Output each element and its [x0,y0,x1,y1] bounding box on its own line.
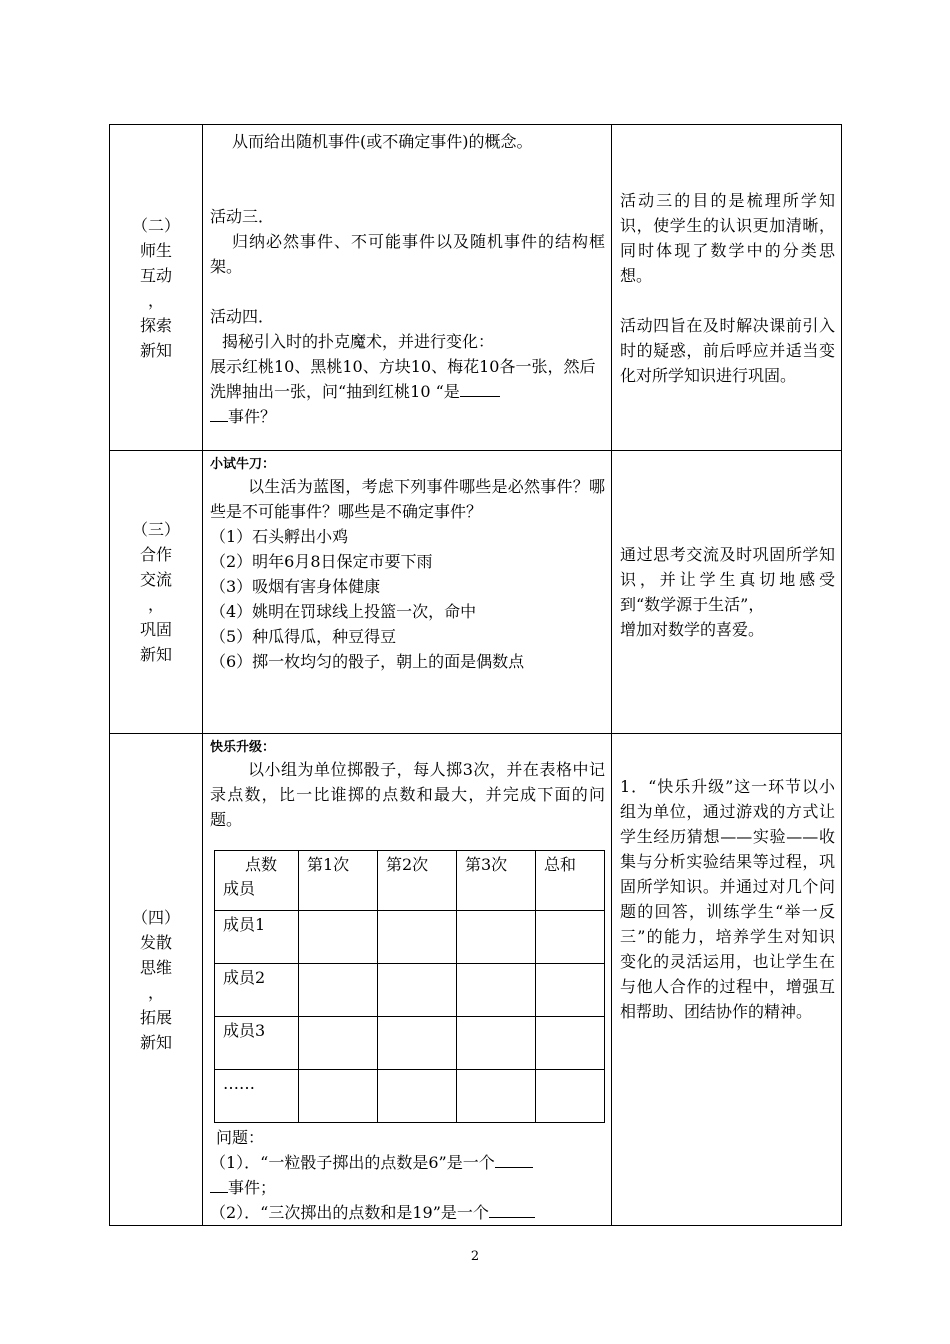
stage-label: 互动 [139,265,172,285]
stage-label: 师生 [139,240,172,260]
answer-blank [495,1150,533,1168]
list-item: （6）掷一枚均匀的骰子，朝上的面是偶数点 [210,652,525,671]
dice-record-table [214,850,605,1123]
table-cell [378,1070,457,1123]
stage-label: ， [147,290,164,310]
random-event-concept: 从而给出随机事件(或不确定事件)的概念。 [232,132,533,151]
column-header: 总和 [536,851,605,911]
list-item: （5）种瓜得瓜，种豆得豆 [210,627,397,646]
section-heading: 快乐升级： [210,740,276,755]
table-cell [378,911,457,964]
table-cell [457,1070,536,1123]
answer-blank [460,379,500,397]
content-cell [203,451,612,734]
dice-intro: 以小组为单位掷骰子，每人掷3次，并在表格中记录点数，比一比谁掷的点数和最大，并完成下面的问题。 [210,760,605,829]
stage-label: 新知 [139,1032,172,1052]
table-cell [299,964,378,1017]
stage-label: 巩固 [139,620,172,639]
stage-label: 合作 [139,545,172,564]
note-exercise: 通过思考交流及时巩固所学知识，并让学生真切地感受到“数学源于生活”， [620,545,835,614]
answer-blank [210,1175,228,1193]
activity-3-text: 归纳必然事件、不可能事件以及随机事件的结构框架。 [210,232,605,276]
corner-bottom-label: 成员 [223,879,256,898]
stage-label: ， [147,595,164,614]
table-cell [299,911,378,964]
table-row [215,1017,605,1070]
table-cell [536,964,605,1017]
question-2: （2）．“三次掷出的点数和是19”是一个 [210,1200,605,1225]
content-cell [203,125,612,451]
stage-label: 探索 [139,315,172,335]
table-row [110,734,842,1226]
column-header: 第1次 [299,851,378,911]
note-cell [612,125,842,451]
column-header: 第2次 [378,851,457,911]
content-cell [203,734,612,1226]
list-item: （3）吸烟有害身体健康 [210,577,381,596]
stage-cell [110,125,203,451]
stage-cell [110,734,203,1226]
exercise-intro: 以生活为蓝图，考虑下列事件哪些是必然事件？哪些是不可能事件？哪些是不确定事件？ [210,477,605,521]
lesson-plan-table [109,124,842,1226]
section-heading: 小试牛刀： [210,457,276,472]
stage-label: 拓展 [139,1007,172,1027]
table-cell [457,1017,536,1070]
note-exercise-2: 增加对数学的喜爱。 [620,620,765,639]
table-cell [299,1017,378,1070]
table-cell [536,911,605,964]
activity-4-text: 揭秘引入时的扑克魔术，并进行变化： [222,332,495,351]
questions-label: 问题： [216,1128,265,1147]
table-row [110,451,842,734]
list-item: （1）石头孵出小鸡 [210,527,349,546]
note-activity-3: 活动三的目的是梳理所学知识，使学生的认识更加清晰，同时体现了数学中的分类思想。 [620,190,835,285]
corner-top-label: 点数 [245,855,278,874]
table-cell [378,964,457,1017]
stage-label: 新知 [139,340,172,360]
table-cell [457,911,536,964]
stage-label: 思维 [139,957,172,977]
activity-4-title: 活动四． [210,307,275,326]
answer-blank [210,404,228,422]
table-cell [299,1070,378,1123]
note-dice-game: 1．“快乐升级”这一环节以小组为单位，通过游戏的方式让学生经历猜想——实验——收集与分析实验结果等过程，巩固所学知识。并通过对几个问题的回答，训练学生“举一反三”的能力，培养学生对知识变化的灵活运用，也让学生在与他人合作的过程中，增强互相帮助、团结协作的精神。 [620,777,835,1021]
column-header: 第3次 [457,851,536,911]
row-label: 成员2 [215,964,299,1017]
answer-blank [489,1200,535,1218]
stage-cell [110,451,203,734]
list-item: （2）明年6月8日保定市要下雨 [210,552,433,571]
note-cell [612,734,842,1226]
stage-label: （三） [131,520,180,539]
table-cell [536,1070,605,1123]
row-label: 成员3 [215,1017,299,1070]
table-row [215,964,605,1017]
stage-label: ， [147,982,164,1002]
table-row [215,911,605,964]
question-1: （1）．“一粒骰子掷出的点数是6”是一个 事件； [210,1150,605,1200]
activity-4-question: 展示红桃10、黑桃10、方块10、梅花10各一张，然后洗牌抽出一张，问“抽到红桃10 “是 事件？ [210,357,596,426]
table-cell [457,964,536,1017]
activity-3-title: 活动三． [210,207,275,226]
stage-label: 发散 [139,932,172,952]
stage-label: （四） [131,907,180,927]
stage-label: 新知 [139,645,172,664]
list-item: （4）姚明在罚球线上投篮一次，命中 [210,602,477,621]
stage-label: （二） [131,215,180,235]
table-row [215,1070,605,1123]
row-label: 成员1 [215,911,299,964]
table-cell [378,1017,457,1070]
note-activity-4: 活动四旨在及时解决课前引入时的疑惑，前后呼应并适当变化对所学知识进行巩固。 [620,315,835,385]
table-row [215,851,605,911]
note-cell [612,451,842,734]
table-corner [215,851,299,911]
table-cell [536,1017,605,1070]
table-row [110,125,842,451]
stage-label: 交流 [139,570,172,589]
page-number: 2 [470,1249,480,1264]
row-label: …… [215,1070,299,1123]
